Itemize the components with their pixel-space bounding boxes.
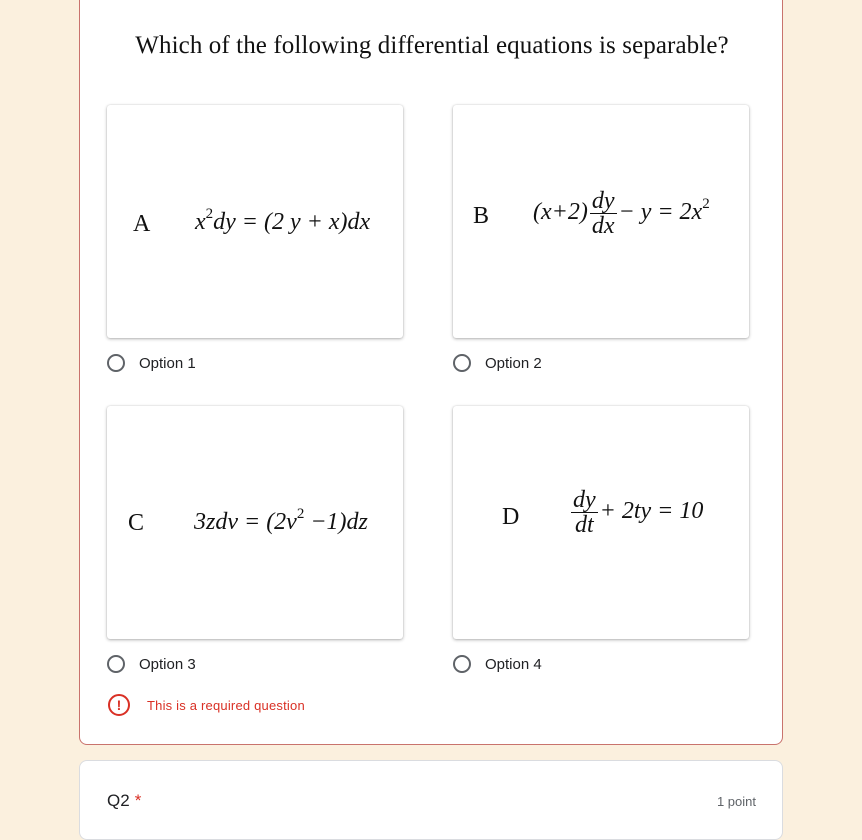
q2-title xyxy=(107,791,141,811)
option-2-choice[interactable] xyxy=(453,351,542,375)
required-error xyxy=(108,694,305,716)
eq-b-pre: (x+2) xyxy=(533,199,588,226)
eq-b-num: dy xyxy=(591,188,615,214)
q2-points: 1 point xyxy=(716,794,756,809)
option-1-label: Option 1 xyxy=(139,354,196,372)
option-3-letter: C xyxy=(128,510,145,536)
eq-c-exp: 2 xyxy=(296,506,305,522)
option-4-letter: D xyxy=(502,504,520,530)
option-4-radio[interactable] xyxy=(453,655,471,673)
eq-c-pre: 3zdv = (2v xyxy=(194,509,297,535)
eq-b-den: dx xyxy=(591,213,615,239)
eq-a-exp: 2 xyxy=(205,206,214,222)
eq-b-post: − y = 2x xyxy=(618,199,703,226)
eq-d-post: + 2ty = 10 xyxy=(599,498,704,525)
next-question-card xyxy=(79,760,783,840)
option-2-equation xyxy=(533,189,710,238)
option-4-label: Option 4 xyxy=(485,655,542,673)
option-2-radio[interactable] xyxy=(453,354,471,372)
option-3-equation xyxy=(194,506,368,536)
option-1-radio[interactable] xyxy=(107,354,125,372)
option-1-choice[interactable] xyxy=(107,351,196,375)
eq-b-fraction xyxy=(590,189,617,238)
eq-a-rest: dy = (2 y + x)dx xyxy=(213,209,371,235)
option-2-image xyxy=(453,105,749,338)
question-title: Which of the following differential equations is separable? xyxy=(135,32,729,59)
eq-d-den: dt xyxy=(574,512,594,538)
option-3-label: Option 3 xyxy=(139,655,196,673)
error-message: This is a required question xyxy=(147,697,305,713)
option-1-equation xyxy=(195,206,371,236)
error-icon: ! xyxy=(108,694,130,716)
eq-b-exp: 2 xyxy=(702,196,710,213)
option-4-choice[interactable] xyxy=(453,652,542,676)
q2-label: Q2 xyxy=(107,791,130,810)
question-card xyxy=(79,0,783,745)
eq-d-num: dy xyxy=(573,487,596,513)
option-1-letter: A xyxy=(133,211,151,237)
option-3-image xyxy=(107,406,403,639)
option-4-image xyxy=(453,406,749,639)
option-2-label: Option 2 xyxy=(485,354,542,372)
eq-c-post: −1)dz xyxy=(304,509,368,535)
option-1-image xyxy=(107,105,403,338)
option-3-radio[interactable] xyxy=(107,655,125,673)
option-4-equation xyxy=(569,488,703,537)
option-2-letter: B xyxy=(473,203,490,229)
eq-a-x: x xyxy=(195,209,206,235)
required-asterisk: * xyxy=(134,791,142,810)
option-3-choice[interactable] xyxy=(107,652,196,676)
eq-d-fraction xyxy=(571,488,598,537)
